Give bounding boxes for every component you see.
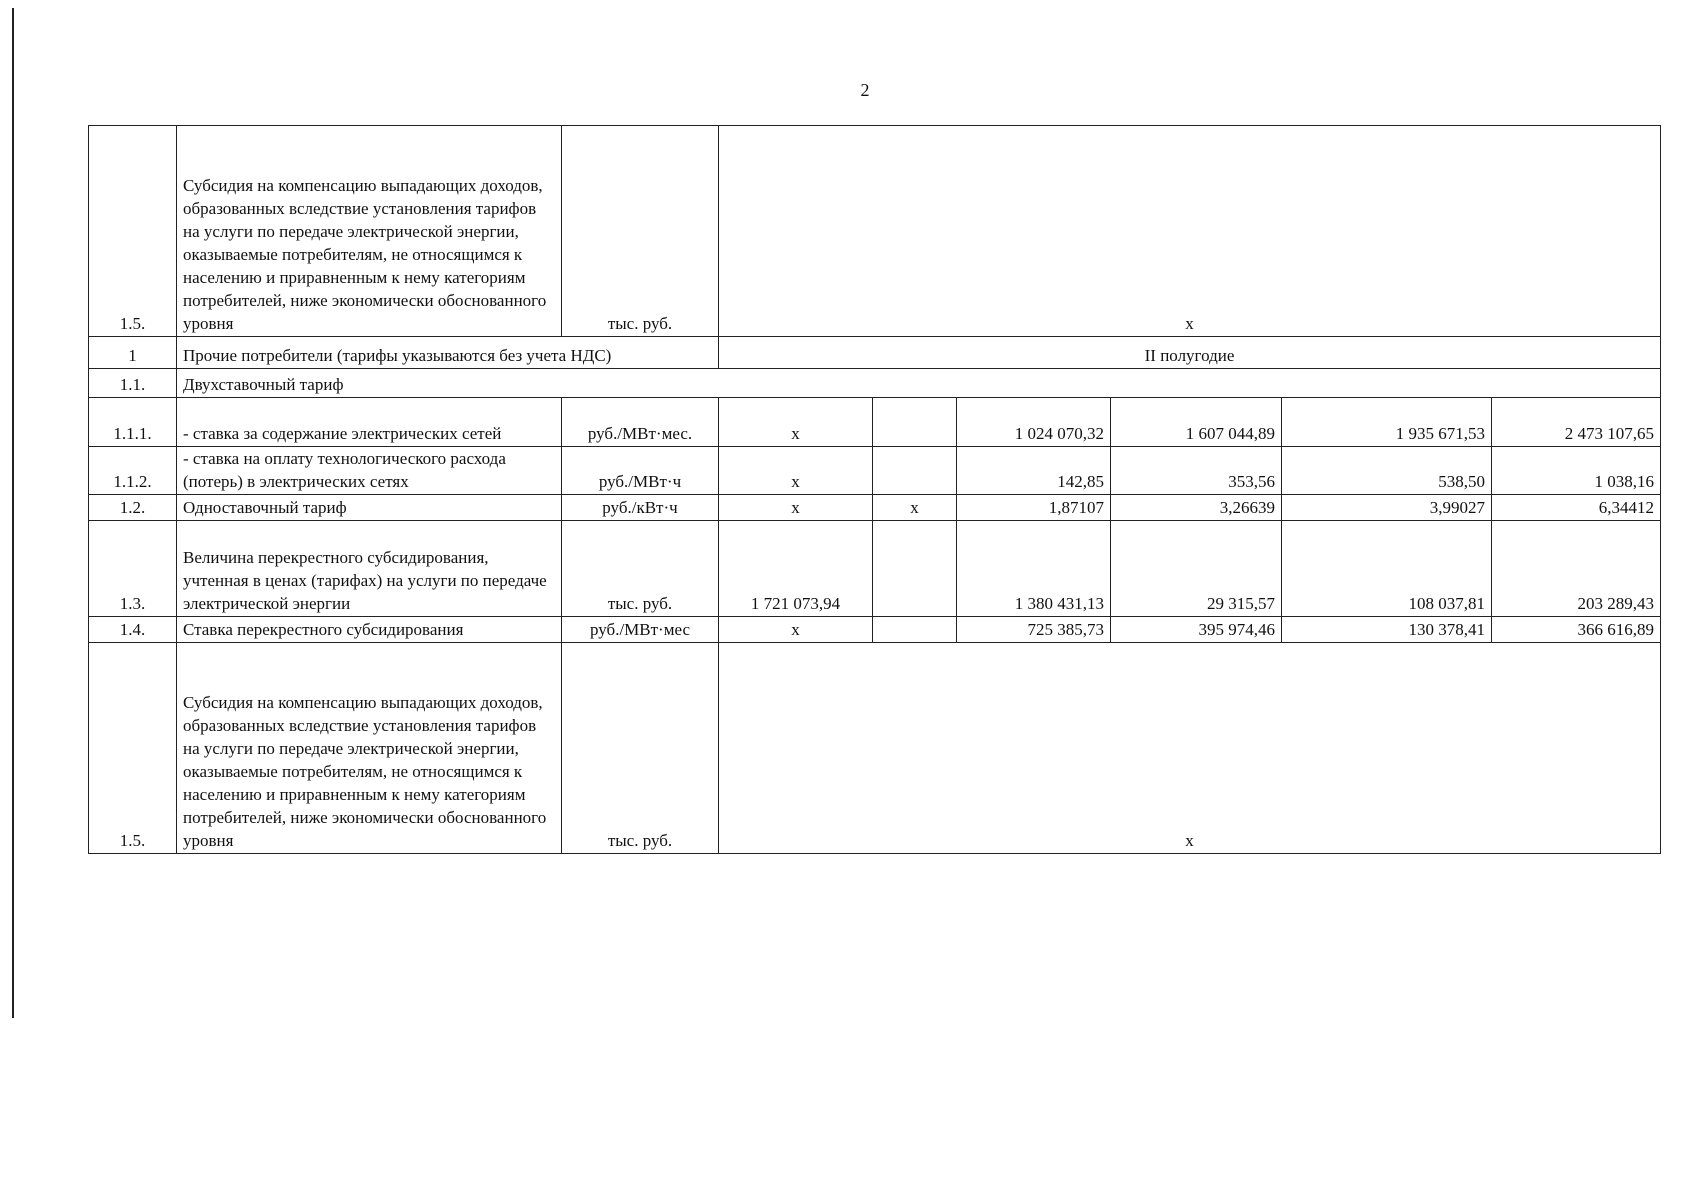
value-cell-5: 1 935 671,53	[1282, 398, 1492, 447]
value-cell-5: 108 037,81	[1282, 521, 1492, 617]
value-cell-2: x	[873, 495, 957, 521]
value-cell-2	[873, 521, 957, 617]
value-cell-1: 1 721 073,94	[719, 521, 873, 617]
row-name: Ставка перекрестного субсидирования	[177, 617, 562, 643]
value-cell-4: 395 974,46	[1111, 617, 1282, 643]
value-cell-3: 1 380 431,13	[957, 521, 1111, 617]
period-label: II полугодие	[719, 337, 1661, 369]
value-cell-5: 538,50	[1282, 447, 1492, 495]
table-row-1-2	[89, 495, 1661, 521]
value-cell-6: 366 616,89	[1492, 617, 1661, 643]
row-number: 1.4.	[89, 617, 177, 643]
value-cell-6: 6,34412	[1492, 495, 1661, 521]
scan-edge-line	[12, 8, 14, 1018]
row-number: 1.5.	[89, 643, 177, 854]
table-row-1-1-1	[89, 398, 1661, 447]
row-name: Субсидия на компенсацию выпадающих доходов, образованных вследствие установления тарифов на услуги по передаче электрической энергии, оказываемые потребителям, не относящимся к населению и приравненным к нему категориям потребителей, ниже экономически обоснованного уровня	[177, 643, 562, 854]
value-cell-1: x	[719, 495, 873, 521]
row-unit: руб./МВт·мес.	[562, 398, 719, 447]
value-cell-2	[873, 617, 957, 643]
merged-value-cell: x	[719, 126, 1661, 337]
value-cell-1: x	[719, 617, 873, 643]
value-cell-3: 725 385,73	[957, 617, 1111, 643]
value-cell-5: 3,99027	[1282, 495, 1492, 521]
table-row-other-consumers	[89, 337, 1661, 369]
table-row-1-3	[89, 521, 1661, 617]
table-row-1-4	[89, 617, 1661, 643]
value-cell-6: 203 289,43	[1492, 521, 1661, 617]
value-cell-3: 1,87107	[957, 495, 1111, 521]
value-cell-4: 3,26639	[1111, 495, 1282, 521]
row-name: Величина перекрестного субсидирования, учтенная в ценах (тарифах) на услуги по передаче электрической энергии	[177, 521, 562, 617]
value-cell-4: 29 315,57	[1111, 521, 1282, 617]
row-number: 1.1.1.	[89, 398, 177, 447]
merged-value-cell: x	[719, 643, 1661, 854]
row-number: 1	[89, 337, 177, 369]
value-cell-1: x	[719, 398, 873, 447]
row-name: - ставка за содержание электрических сетей	[177, 398, 562, 447]
row-unit: руб./МВт·ч	[562, 447, 719, 495]
row-unit: руб./МВт·мес	[562, 617, 719, 643]
value-cell-1: x	[719, 447, 873, 495]
row-number: 1.3.	[89, 521, 177, 617]
row-unit: руб./кВт·ч	[562, 495, 719, 521]
row-unit: тыс. руб.	[562, 126, 719, 337]
table-row-1-1	[89, 369, 1661, 398]
value-cell-5: 130 378,41	[1282, 617, 1492, 643]
value-cell-3: 1 024 070,32	[957, 398, 1111, 447]
page-number: 2	[860, 80, 870, 100]
row-name: - ставка на оплату технологического расхода (потерь) в электрических сетях	[177, 447, 562, 495]
value-cell-6: 2 473 107,65	[1492, 398, 1661, 447]
value-cell-4: 1 607 044,89	[1111, 398, 1282, 447]
row-unit: тыс. руб.	[562, 643, 719, 854]
value-cell-3: 142,85	[957, 447, 1111, 495]
table-row-1-5-bottom	[89, 643, 1661, 854]
row-name: Одноставочный тариф	[177, 495, 562, 521]
row-number: 1.1.2.	[89, 447, 177, 495]
row-unit: тыс. руб.	[562, 521, 719, 617]
value-cell-4: 353,56	[1111, 447, 1282, 495]
table-row-1-5-top	[89, 126, 1661, 337]
value-cell-2	[873, 447, 957, 495]
tariff-table	[88, 125, 1661, 854]
table-row-1-1-2	[89, 447, 1661, 495]
row-number: 1.1.	[89, 369, 177, 398]
value-cell-6: 1 038,16	[1492, 447, 1661, 495]
row-name: Субсидия на компенсацию выпадающих доходов, образованных вследствие установления тарифов на услуги по передаче электрической энергии, оказываемые потребителям, не относящимся к населению и приравненным к нему категориям потребителей, ниже экономически обоснованного уровня	[177, 126, 562, 337]
row-number: 1.5.	[89, 126, 177, 337]
section-title: Прочие потребители (тарифы указываются без учета НДС)	[177, 337, 719, 369]
value-cell-2	[873, 398, 957, 447]
row-number: 1.2.	[89, 495, 177, 521]
row-name: Двухставочный тариф	[177, 369, 1661, 398]
